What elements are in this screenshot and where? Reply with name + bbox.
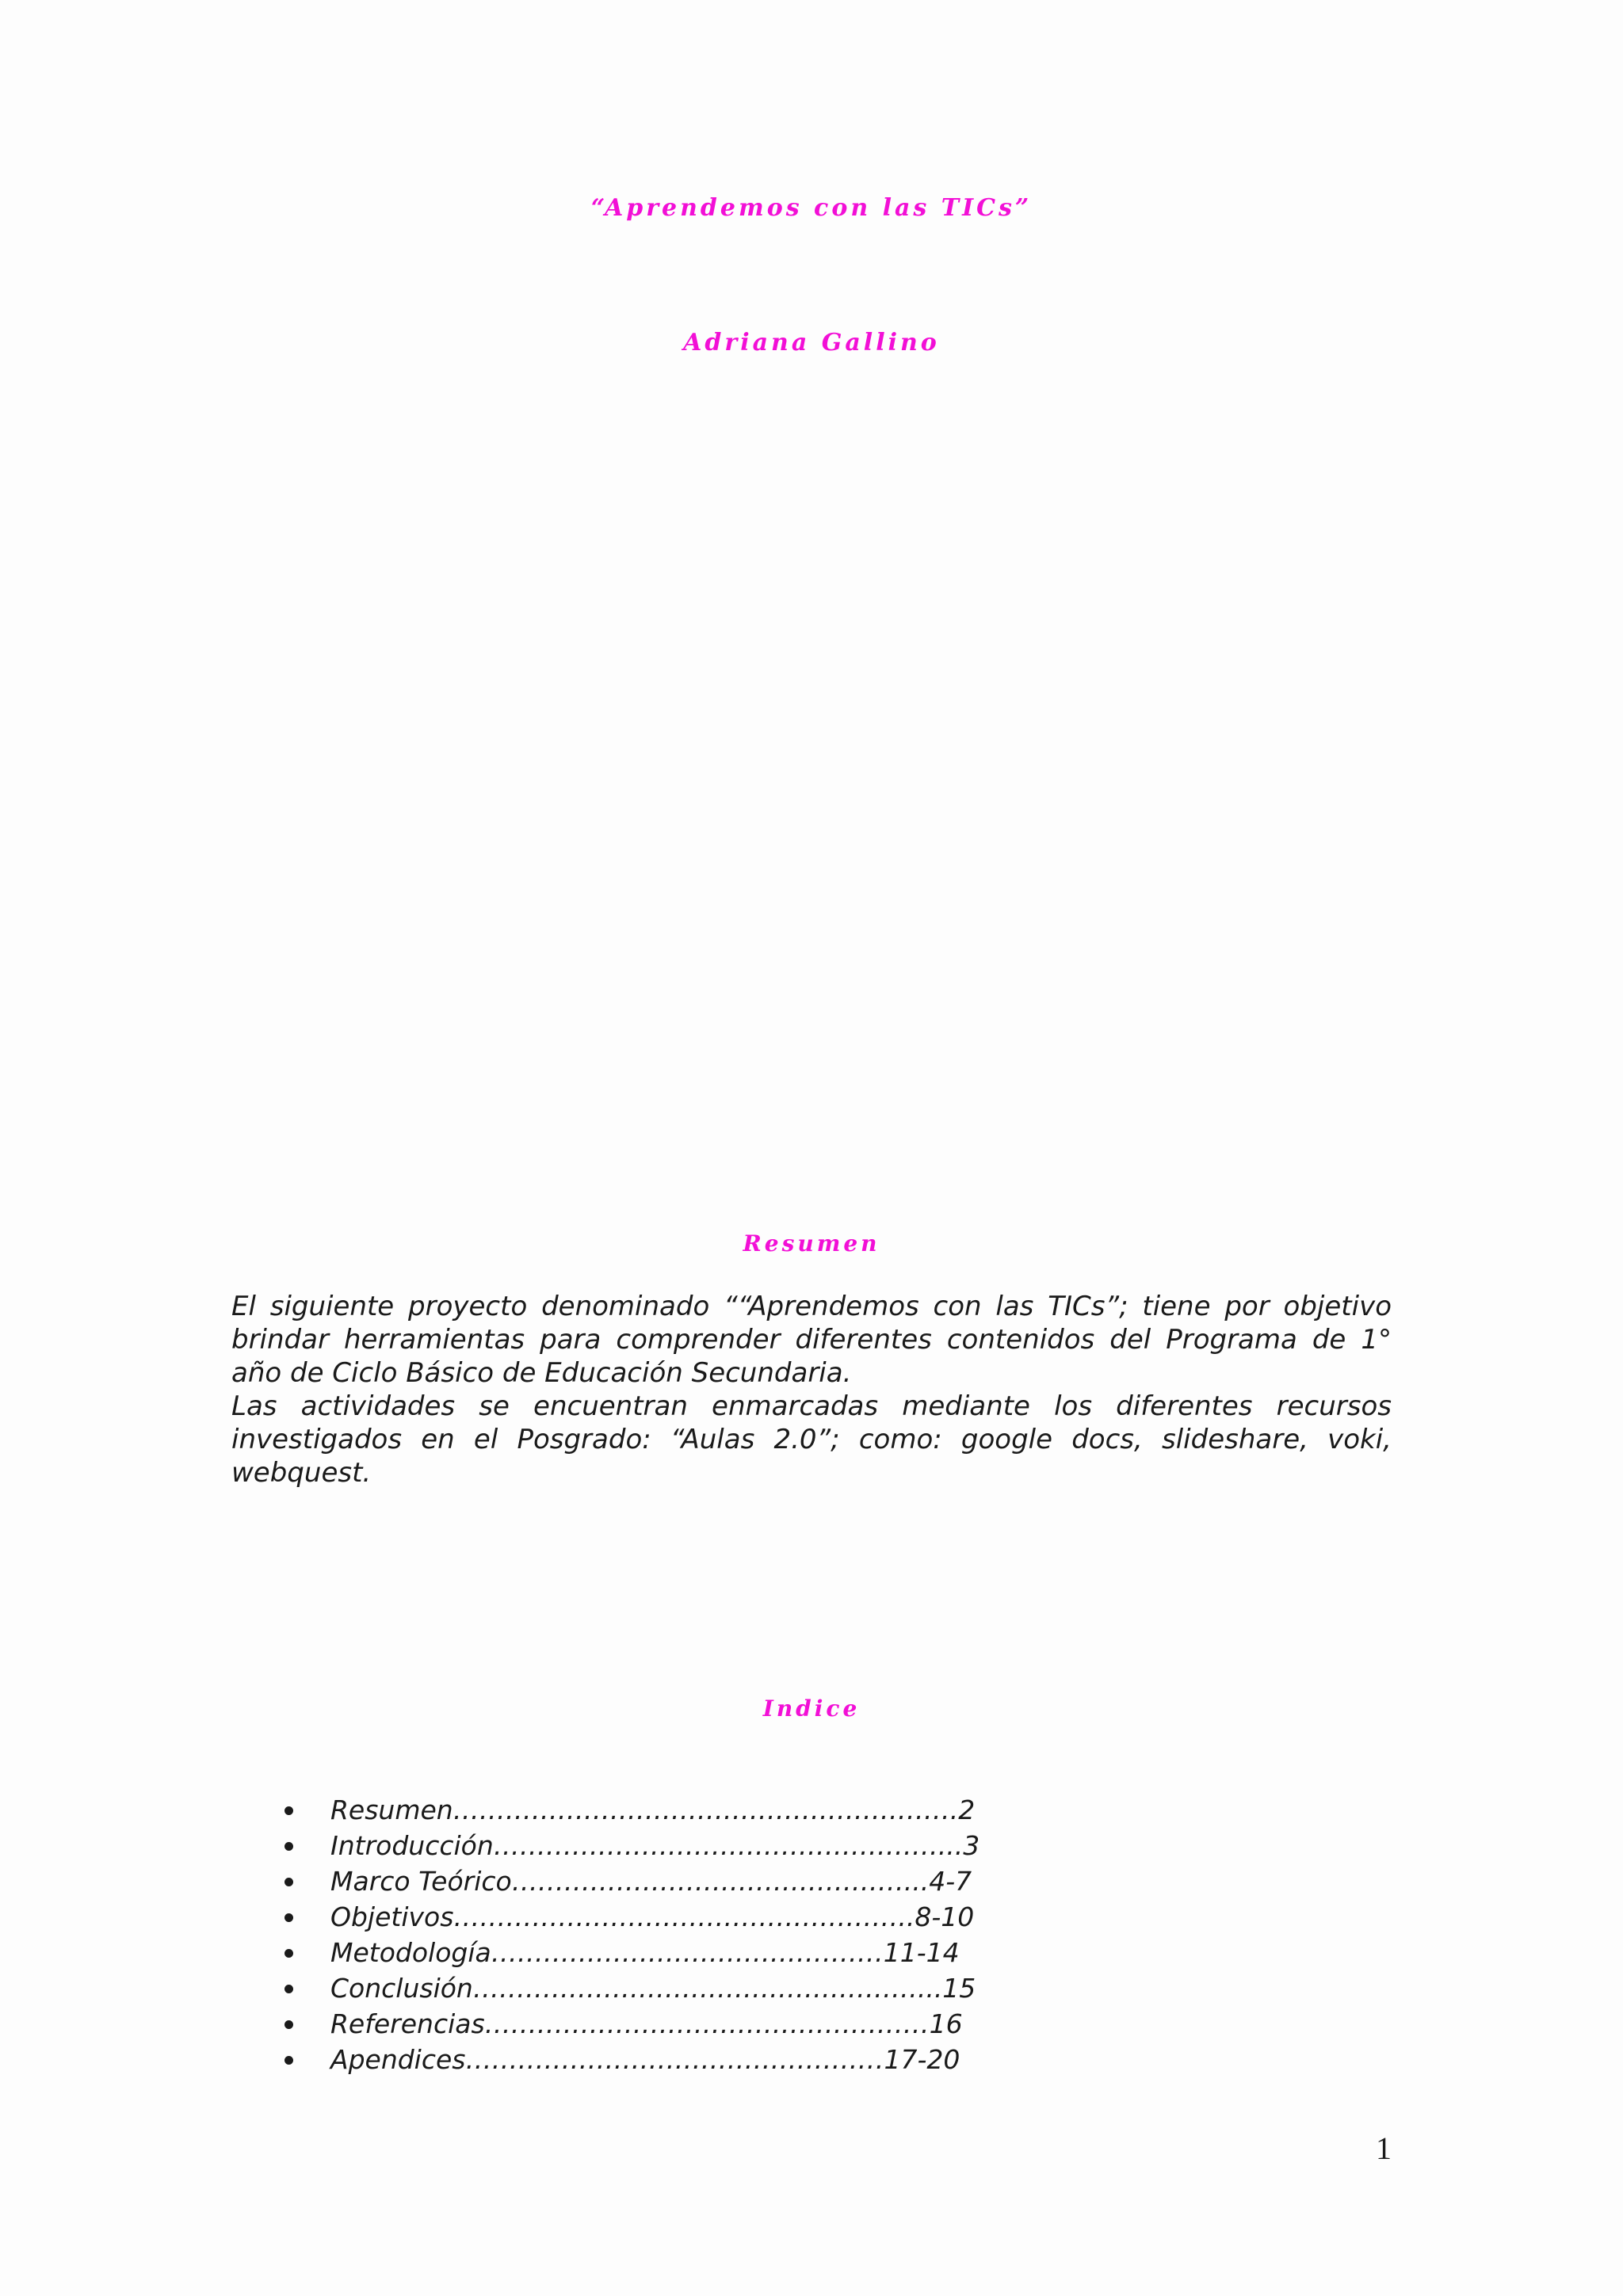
bullet-icon <box>285 1949 293 1958</box>
table-of-contents <box>281 1792 980 2077</box>
resumen-body <box>231 1290 1392 1489</box>
toc-item-label: Introducción……………………………………………...3 <box>330 1830 980 1861</box>
bullet-icon <box>285 2020 293 2029</box>
bullet-icon <box>285 1842 293 1851</box>
resumen-heading: Resumen <box>743 1230 880 1257</box>
toc-item-label: Conclusión……………………………………………...15 <box>330 1973 976 2004</box>
bullet-icon <box>285 1806 293 1815</box>
toc-item-label: Marco Teórico………………………………………...4-7 <box>330 1866 972 1897</box>
toc-item-label: Apendices…………………………………………17-20 <box>330 2044 960 2075</box>
bullet-icon <box>285 2056 293 2065</box>
resumen-paragraph: El siguiente proyecto denominado ““Aprendemos con las TICs”; tiene por objetivo brindar herramientas para comprender diferentes contenidos del Programa de 1° año de Ciclo Básico de Educación Secundaria. <box>231 1291 1392 1389</box>
toc-item-label: Metodología………………………………………11-14 <box>330 1937 960 1968</box>
toc-item <box>281 2006 980 2042</box>
toc-item <box>281 1970 980 2006</box>
indice-heading: Indice <box>762 1695 861 1722</box>
toc-item <box>281 1899 980 1935</box>
toc-item-label: Referencias……………………………………………16 <box>330 2008 963 2039</box>
toc-item-label: Objetivos……………………………………………..8-10 <box>330 1901 975 1932</box>
bullet-icon <box>285 1985 293 1993</box>
document-author: Adriana Gallino <box>683 329 940 357</box>
toc-item <box>281 2042 980 2077</box>
toc-item <box>281 1935 980 1970</box>
bullet-icon <box>285 1913 293 1922</box>
resumen-paragraph: Las actividades se encuentran enmarcadas mediante los diferentes recursos investigados en el Posgrado: “Aulas 2.0”; como: google docs, slideshare, voki, webquest. <box>231 1390 1392 1489</box>
toc-item <box>281 1792 980 1828</box>
toc-item <box>281 1828 980 1863</box>
toc-item-label: Resumen………………………………………………….2 <box>330 1794 976 1825</box>
document-title: “Aprendemos con las TICs” <box>590 194 1033 222</box>
toc-item <box>281 1863 980 1899</box>
page-number: 1 <box>1376 2130 1392 2166</box>
bullet-icon <box>285 1878 293 1886</box>
